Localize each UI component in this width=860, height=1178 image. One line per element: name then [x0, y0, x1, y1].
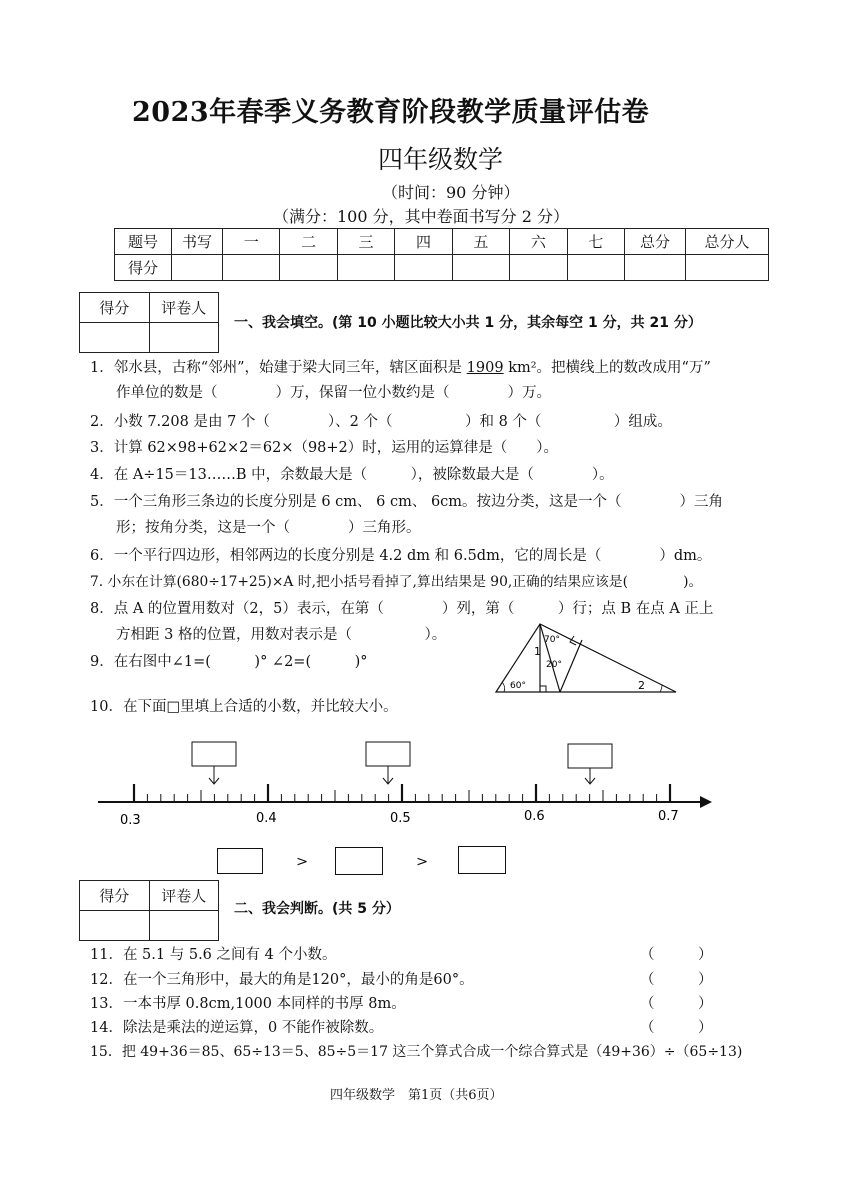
question-10: 10．在下面□里填上合适的小数，并比较大小。 [90, 699, 398, 715]
judge-answer-paren[interactable]: （ ） [640, 996, 713, 1012]
number-line-label: 0.5 [390, 811, 411, 826]
grader-box-section1 [79, 292, 219, 353]
compare-box-2[interactable] [335, 847, 383, 875]
score-table-cell: 题号 [115, 229, 172, 255]
exam-subtitle: 四年级数学 [378, 145, 504, 174]
question-1-line2: 作单位的数是（ ）万，保留一位小数约是（ ）万。 [116, 385, 551, 401]
judge-item-11: 11．在 5.1 与 5.6 之间有 4 个小数。 [90, 947, 337, 963]
score-table-row-label: 得分 [115, 255, 172, 281]
score-input-cell[interactable] [223, 255, 280, 281]
question-5-line1: 5．一个三角形三条边的长度分别是 6 cm、 6 cm、 6cm。按边分类，这是一个（ ）三角 [90, 494, 724, 510]
score-table-header-row [115, 229, 769, 255]
score-input-cell[interactable] [280, 255, 337, 281]
angle-label-60: 60° [510, 681, 526, 691]
triangle-perp-line [560, 640, 582, 692]
compare-box-1[interactable] [217, 848, 263, 874]
angle-label-2: 2 [638, 679, 645, 692]
grader-score-label: 得分 [80, 293, 150, 323]
score-table [114, 228, 769, 281]
question-1-text-b: 。把横线上的数改成用“万” [536, 360, 711, 376]
number-line-answer-box[interactable] [568, 744, 612, 768]
page-footer: 四年级数学 第1页（共6页） [330, 1088, 503, 1103]
score-table-cell: 五 [452, 229, 509, 255]
score-input-cell[interactable] [625, 255, 686, 281]
grader-name-label: 评卷人 [149, 881, 219, 911]
number-line-label: 0.4 [256, 811, 277, 826]
question-5-line2: 形；按角分类，这是一个（ ）三角形。 [116, 520, 421, 536]
exam-title: 2023年春季义务教育阶段教学质量评估卷 [132, 97, 650, 128]
score-table-cell: 一 [223, 229, 280, 255]
score-table-cell: 二 [280, 229, 337, 255]
question-1-number: 1909 [466, 360, 504, 376]
question-8-line2: 方相距 3 格的位置，用数对表示是（ ）。 [116, 627, 447, 643]
judge-item-15: 15．把 49+36＝85、65÷13＝5、85÷5＝17 这三个算式合成一个综合算式是（49+36）÷（65÷13) [90, 1044, 743, 1060]
question-1-text: 1．邻水县，古称“邻州”，始建于梁大同三年，辖区面积是 [90, 360, 463, 376]
score-input-cell[interactable] [172, 255, 223, 281]
question-7: 7. 小东在计算(680÷17+25)×A 时,把小括号看掉了,算出结果是 90,正确的结果应该是( )。 [90, 574, 703, 590]
score-input-cell[interactable] [337, 255, 394, 281]
compare-sign-1: > [296, 854, 309, 870]
score-table-cell: 书写 [172, 229, 223, 255]
number-line-label: 0.6 [524, 809, 545, 824]
triangle-figure [490, 620, 685, 696]
section1-heading: 一、我会填空。(第 10 小题比较大小共 1 分，其余每空 1 分，共 21 分） [234, 315, 702, 331]
number-line-answer-box[interactable] [192, 742, 236, 766]
grader-score-label: 得分 [80, 881, 150, 911]
grader-name-label: 评卷人 [149, 293, 219, 323]
score-input-cell[interactable] [686, 255, 769, 281]
score-table-cell: 总分 [625, 229, 686, 255]
question-9: 9．在右图中∠1=( )° ∠2=( )° [90, 654, 368, 670]
judge-answer-paren[interactable]: （ ） [640, 972, 713, 988]
score-table-cell: 六 [510, 229, 567, 255]
score-input-cell[interactable] [567, 255, 624, 281]
score-input-cell[interactable] [452, 255, 509, 281]
right-angle-mark [540, 686, 546, 692]
judge-item-14: 14．除法是乘法的逆运算，0 不能作被除数。 [90, 1020, 384, 1036]
judge-answer-paren[interactable]: （ ） [640, 947, 713, 963]
score-table-cell: 三 [337, 229, 394, 255]
angle-label-1: 1 [534, 645, 541, 658]
angle-label-70: 70° [544, 635, 560, 645]
score-input-cell[interactable] [510, 255, 567, 281]
question-2: 2．小数 7.208 是由 7 个（ ）、2 个（ ）和 8 个（ ）组成。 [90, 414, 672, 430]
score-table-cell: 四 [395, 229, 452, 255]
number-line-arrowhead [700, 796, 712, 808]
angle-arc [502, 682, 505, 692]
grader-score-cell[interactable] [80, 323, 150, 353]
exam-full-score: （满分：100 分，其中卷面书写分 2 分） [273, 207, 569, 226]
number-line-answer-box[interactable] [366, 742, 410, 766]
grader-name-cell[interactable] [149, 323, 219, 353]
question-4: 4．在 A÷15＝13……B 中，余数最大是（ ），被除数最大是（ ）。 [90, 467, 614, 483]
score-table-cell: 总分人 [686, 229, 769, 255]
grader-box-section2 [79, 880, 219, 941]
question-8-line1: 8．点 A 的位置用数对（2，5）表示，在第（ ）列，第（ ）行；点 B 在点 A 正上 [90, 601, 714, 617]
grader-name-cell[interactable] [149, 911, 219, 941]
judge-item-12: 12．在一个三角形中，最大的角是120°，最小的角是60°。 [90, 972, 474, 988]
angle-label-20: 20° [546, 660, 562, 670]
question-1-unit: km² [508, 360, 537, 376]
number-line [90, 738, 720, 830]
number-line-label: 0.3 [120, 813, 141, 828]
score-input-cell[interactable] [395, 255, 452, 281]
angle-arc [660, 685, 662, 692]
number-line-label: 0.7 [658, 809, 679, 824]
judge-answer-paren[interactable]: （ ） [640, 1020, 713, 1036]
question-3: 3．计算 62×98+62×2＝62×（98+2）时，运用的运算律是（ ）。 [90, 440, 559, 456]
question-6: 6．一个平行四边形，相邻两边的长度分别是 4.2 dm 和 6.5dm，它的周长是（ ）dm。 [90, 548, 712, 564]
number-line-ticks [134, 784, 670, 802]
grader-score-cell[interactable] [80, 911, 150, 941]
compare-sign-2: > [416, 854, 429, 870]
question-1-line1 [90, 358, 711, 378]
section2-heading: 二、我会判断。(共 5 分） [234, 901, 400, 917]
score-table-cell: 七 [567, 229, 624, 255]
exam-time: （时间：90 分钟） [382, 183, 520, 202]
score-table-score-row [115, 255, 769, 281]
compare-box-3[interactable] [458, 846, 506, 874]
judge-item-13: 13．一本书厚 0.8cm,1000 本同样的书厚 8m。 [90, 996, 406, 1012]
